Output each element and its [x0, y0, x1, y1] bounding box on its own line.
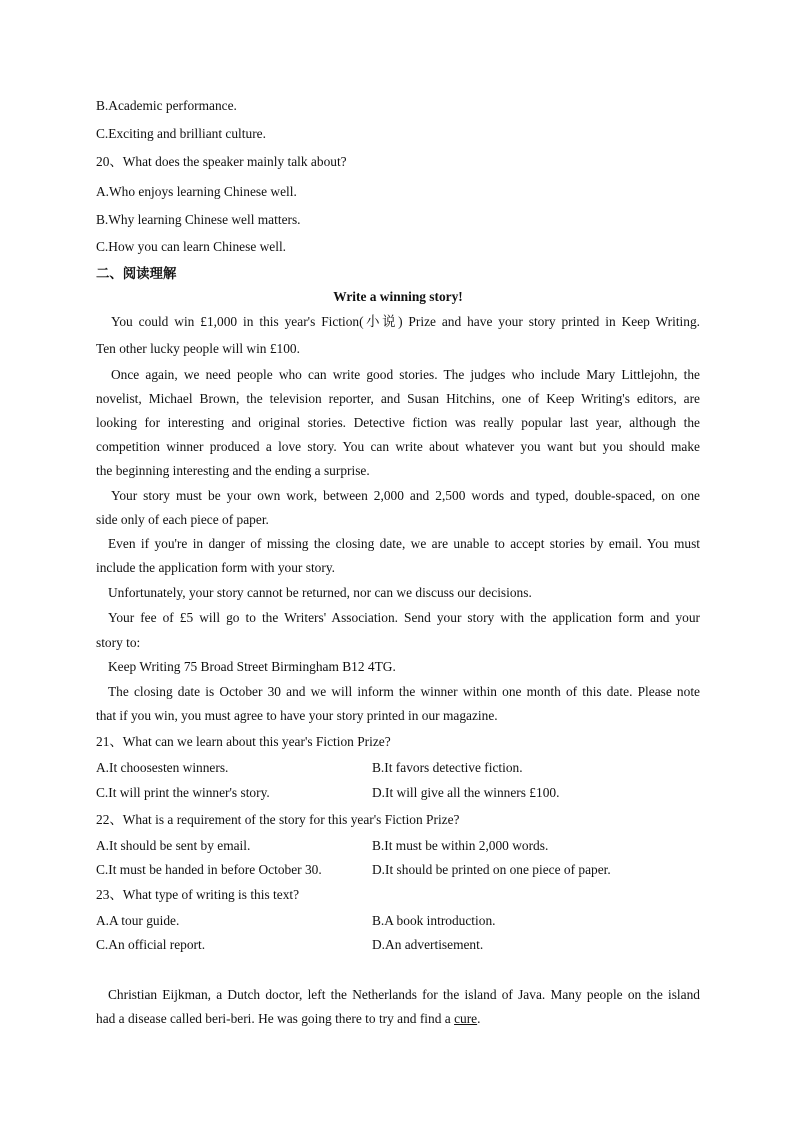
q22-option-a: A.It should be sent by email. — [96, 838, 251, 853]
q20-option-c: C.How you can learn Chinese well. — [96, 239, 287, 254]
passage1-p3-line2: side only of each piece of paper. — [96, 512, 269, 527]
passage1-p4-line2: include the application form with your story. — [96, 560, 335, 575]
q20-stem: 20、What does the speaker mainly talk about? — [96, 154, 347, 169]
q21-option-a: A.It choosesten winners. — [96, 760, 229, 775]
q22-option-d: D.It should be printed on one piece of paper. — [372, 862, 611, 877]
passage1-p1-line2: Ten other lucky people will win £100. — [96, 341, 300, 356]
q19-option-b: B.Academic performance. — [96, 98, 237, 113]
passage1-p5-line1: Unfortunately, your story cannot be returned, nor can we discuss our decisions. — [108, 585, 532, 600]
q20-option-a: A.Who enjoys learning Chinese well. — [96, 184, 297, 199]
passage2-line2 — [96, 1011, 700, 1027]
passage2-line2-end: . — [477, 1011, 481, 1026]
passage1-p7-line2: that if you win, you must agree to have your story printed in our magazine. — [96, 708, 498, 723]
passage1-p7-line1: The closing date is October 30 and we will inform the winner within one month of this date. Please note — [108, 684, 700, 699]
q23-stem: 23、What type of writing is this text? — [96, 887, 300, 902]
passage2-line1: Christian Eijkman, a Dutch doctor, left the Netherlands for the island of Java. Many people on the island — [108, 987, 700, 1002]
passage1-p4-line1: Even if you're in danger of missing the closing date, we are unable to accept stories by email. You must — [108, 536, 700, 551]
passage1-p3-line1: Your story must be your own work, between 2,000 and 2,500 words and typed, double-spaced, on one — [111, 488, 700, 503]
passage1-p2-line1: Once again, we need people who can write good stories. The judges who include Mary Littlejohn, the — [111, 367, 700, 382]
passage1-address: Keep Writing 75 Broad Street Birmingham B12 4TG. — [108, 659, 396, 674]
q19-option-c: C.Exciting and brilliant culture. — [96, 126, 266, 141]
passage1-p6-line2: story to: — [96, 635, 141, 650]
q22-stem: 22、What is a requirement of the story for this year's Fiction Prize? — [96, 812, 460, 827]
q23-option-a: A.A tour guide. — [96, 913, 180, 928]
passage2-underlined-word: cure — [454, 1011, 478, 1026]
passage2-line2-text: had a disease called beri-beri. He was going there to try and find a — [96, 1011, 455, 1026]
passage1-p1-line1: You could win £1,000 in this year's Fiction(小说) Prize and have your story printed in Keep Writing. — [111, 314, 700, 329]
passage1-p2-line3: looking for interesting and original stories. Detective fiction was really popular last year, although the — [96, 415, 700, 430]
q21-option-b: B.It favors detective fiction. — [372, 760, 523, 775]
q22-option-b: B.It must be within 2,000 words. — [372, 838, 549, 853]
passage1-p2-line5: the beginning interesting and the ending a surprise. — [96, 463, 370, 478]
q20-option-b: B.Why learning Chinese well matters. — [96, 212, 301, 227]
q23-option-c: C.An official report. — [96, 937, 206, 952]
q23-option-d: D.An advertisement. — [372, 937, 484, 952]
section-heading: 二、阅读理解 — [96, 267, 177, 282]
passage1-p2-line2: novelist, Michael Brown, the television reporter, and Susan Hitchins, one of Keep Writing's editors, are — [96, 391, 700, 406]
q21-option-d: D.It will give all the winners £100. — [372, 785, 560, 800]
passage1-title: Write a winning story! — [333, 289, 463, 304]
passage1-p2-line4: competition winner produced a love story. You can write about whatever you want but you should make — [96, 439, 700, 454]
q22-option-c: C.It must be handed in before October 30. — [96, 862, 322, 877]
q23-option-b: B.A book introduction. — [372, 913, 496, 928]
q21-stem: 21、What can we learn about this year's Fiction Prize? — [96, 734, 391, 749]
passage1-p6-line1: Your fee of £5 will go to the Writers' Association. Send your story with the application form and your — [108, 610, 700, 625]
q21-option-c: C.It will print the winner's story. — [96, 785, 270, 800]
